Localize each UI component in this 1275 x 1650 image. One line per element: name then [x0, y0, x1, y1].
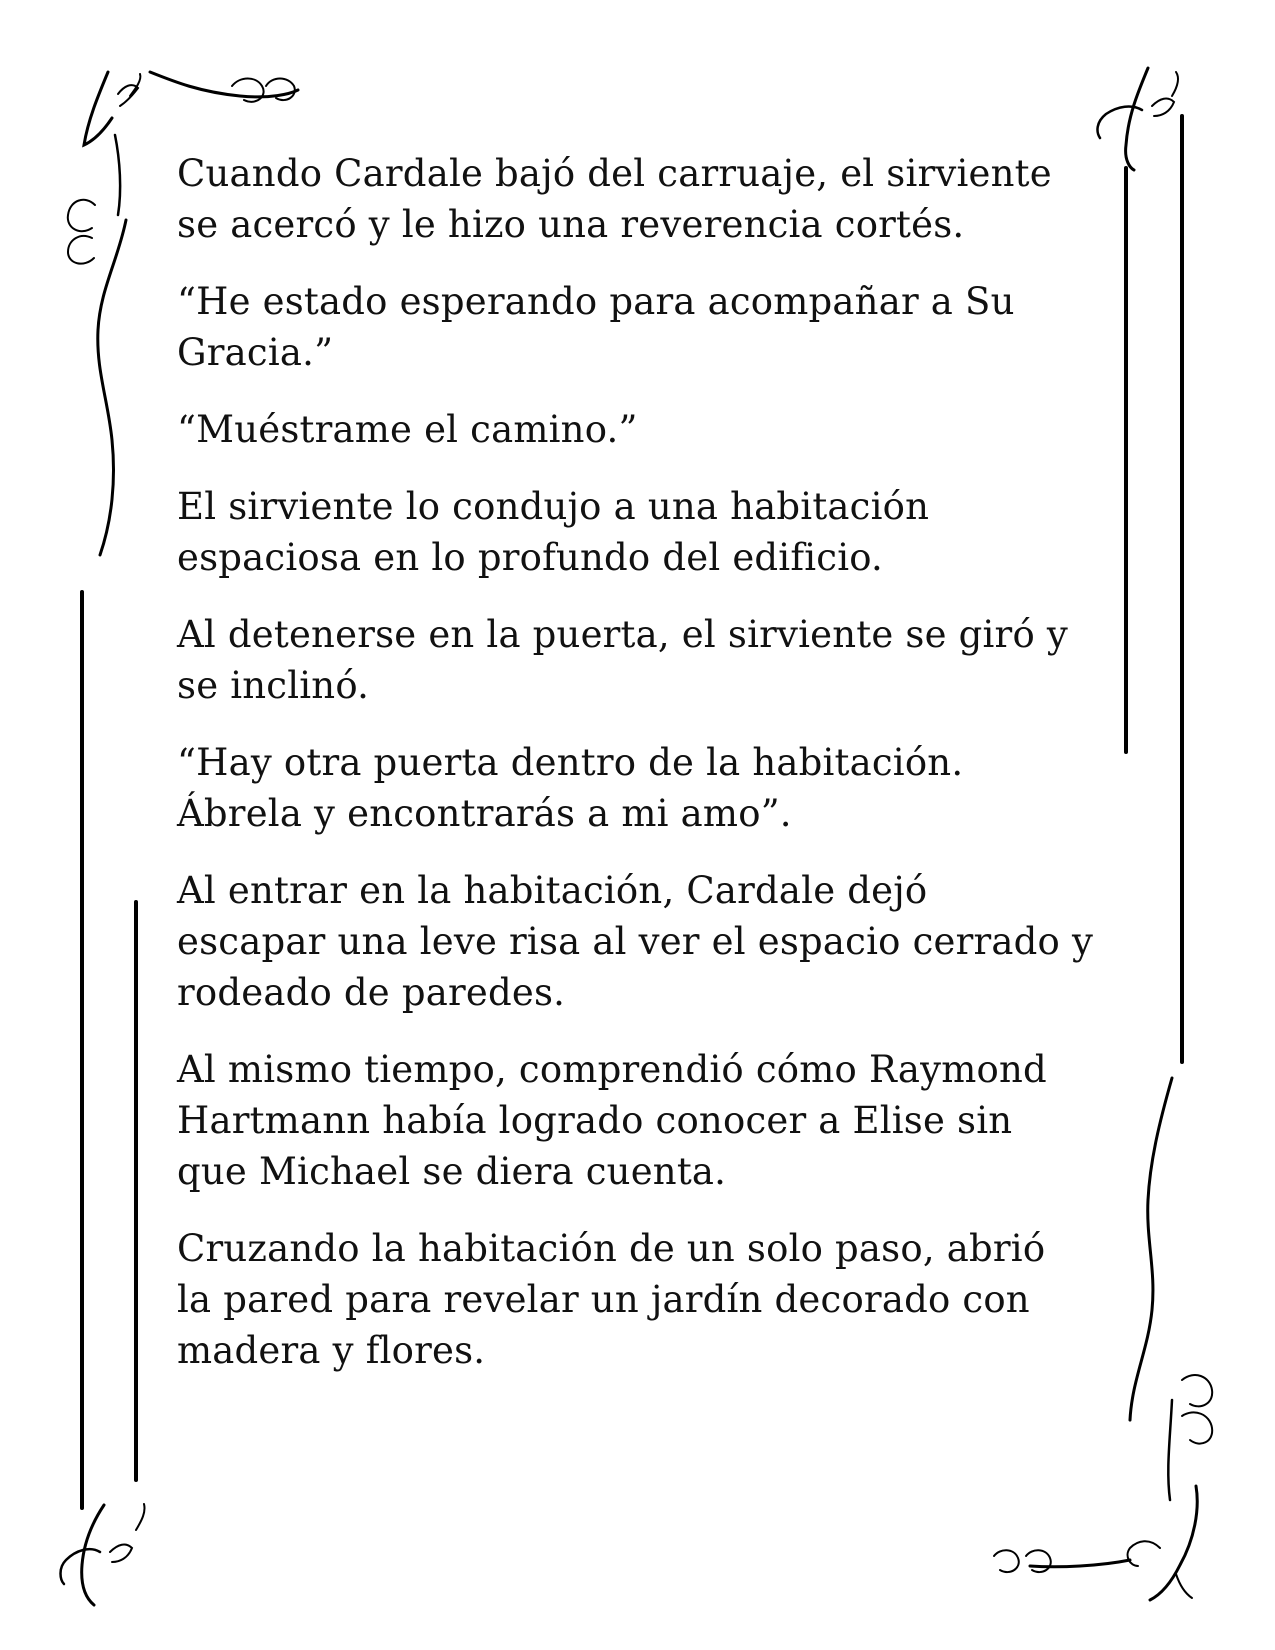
paragraph-5: Al detenerse en la puerta, el sirviente se giró y se inclinó.	[177, 613, 1068, 707]
paragraph-7: Al entrar en la habitación, Cardale dejó escapar una leve risa al ver el espacio cerrado y rodeado de paredes.	[177, 869, 1094, 1014]
paragraph-6: “Hay otra puerta dentro de la habitación. Ábrela y encontrarás a mi amo”.	[177, 741, 964, 835]
paragraph-4: El sirviente lo condujo a una habitación espaciosa en lo profundo del edificio.	[177, 485, 930, 579]
paragraph-3: “Muéstrame el camino.”	[177, 408, 638, 451]
bottom-left-flourish-icon	[61, 1504, 145, 1605]
chapter-text	[177, 148, 1117, 1402]
paragraph-1: Cuando Cardale bajó del carruaje, el sirviente se acercó y le hizo una reverencia cortés.	[177, 152, 1052, 246]
paragraph-9: Cruzando la habitación de un solo paso, abrió la pared para revelar un jardín decorado con madera y flores.	[177, 1227, 1046, 1372]
paragraph-2: “He estado esperando para acompañar a Su Gracia.”	[177, 280, 1015, 374]
paragraph-8: Al mismo tiempo, comprendió cómo Raymond Hartmann había logrado conocer a Elise sin que Michael se diera cuenta.	[177, 1048, 1047, 1193]
